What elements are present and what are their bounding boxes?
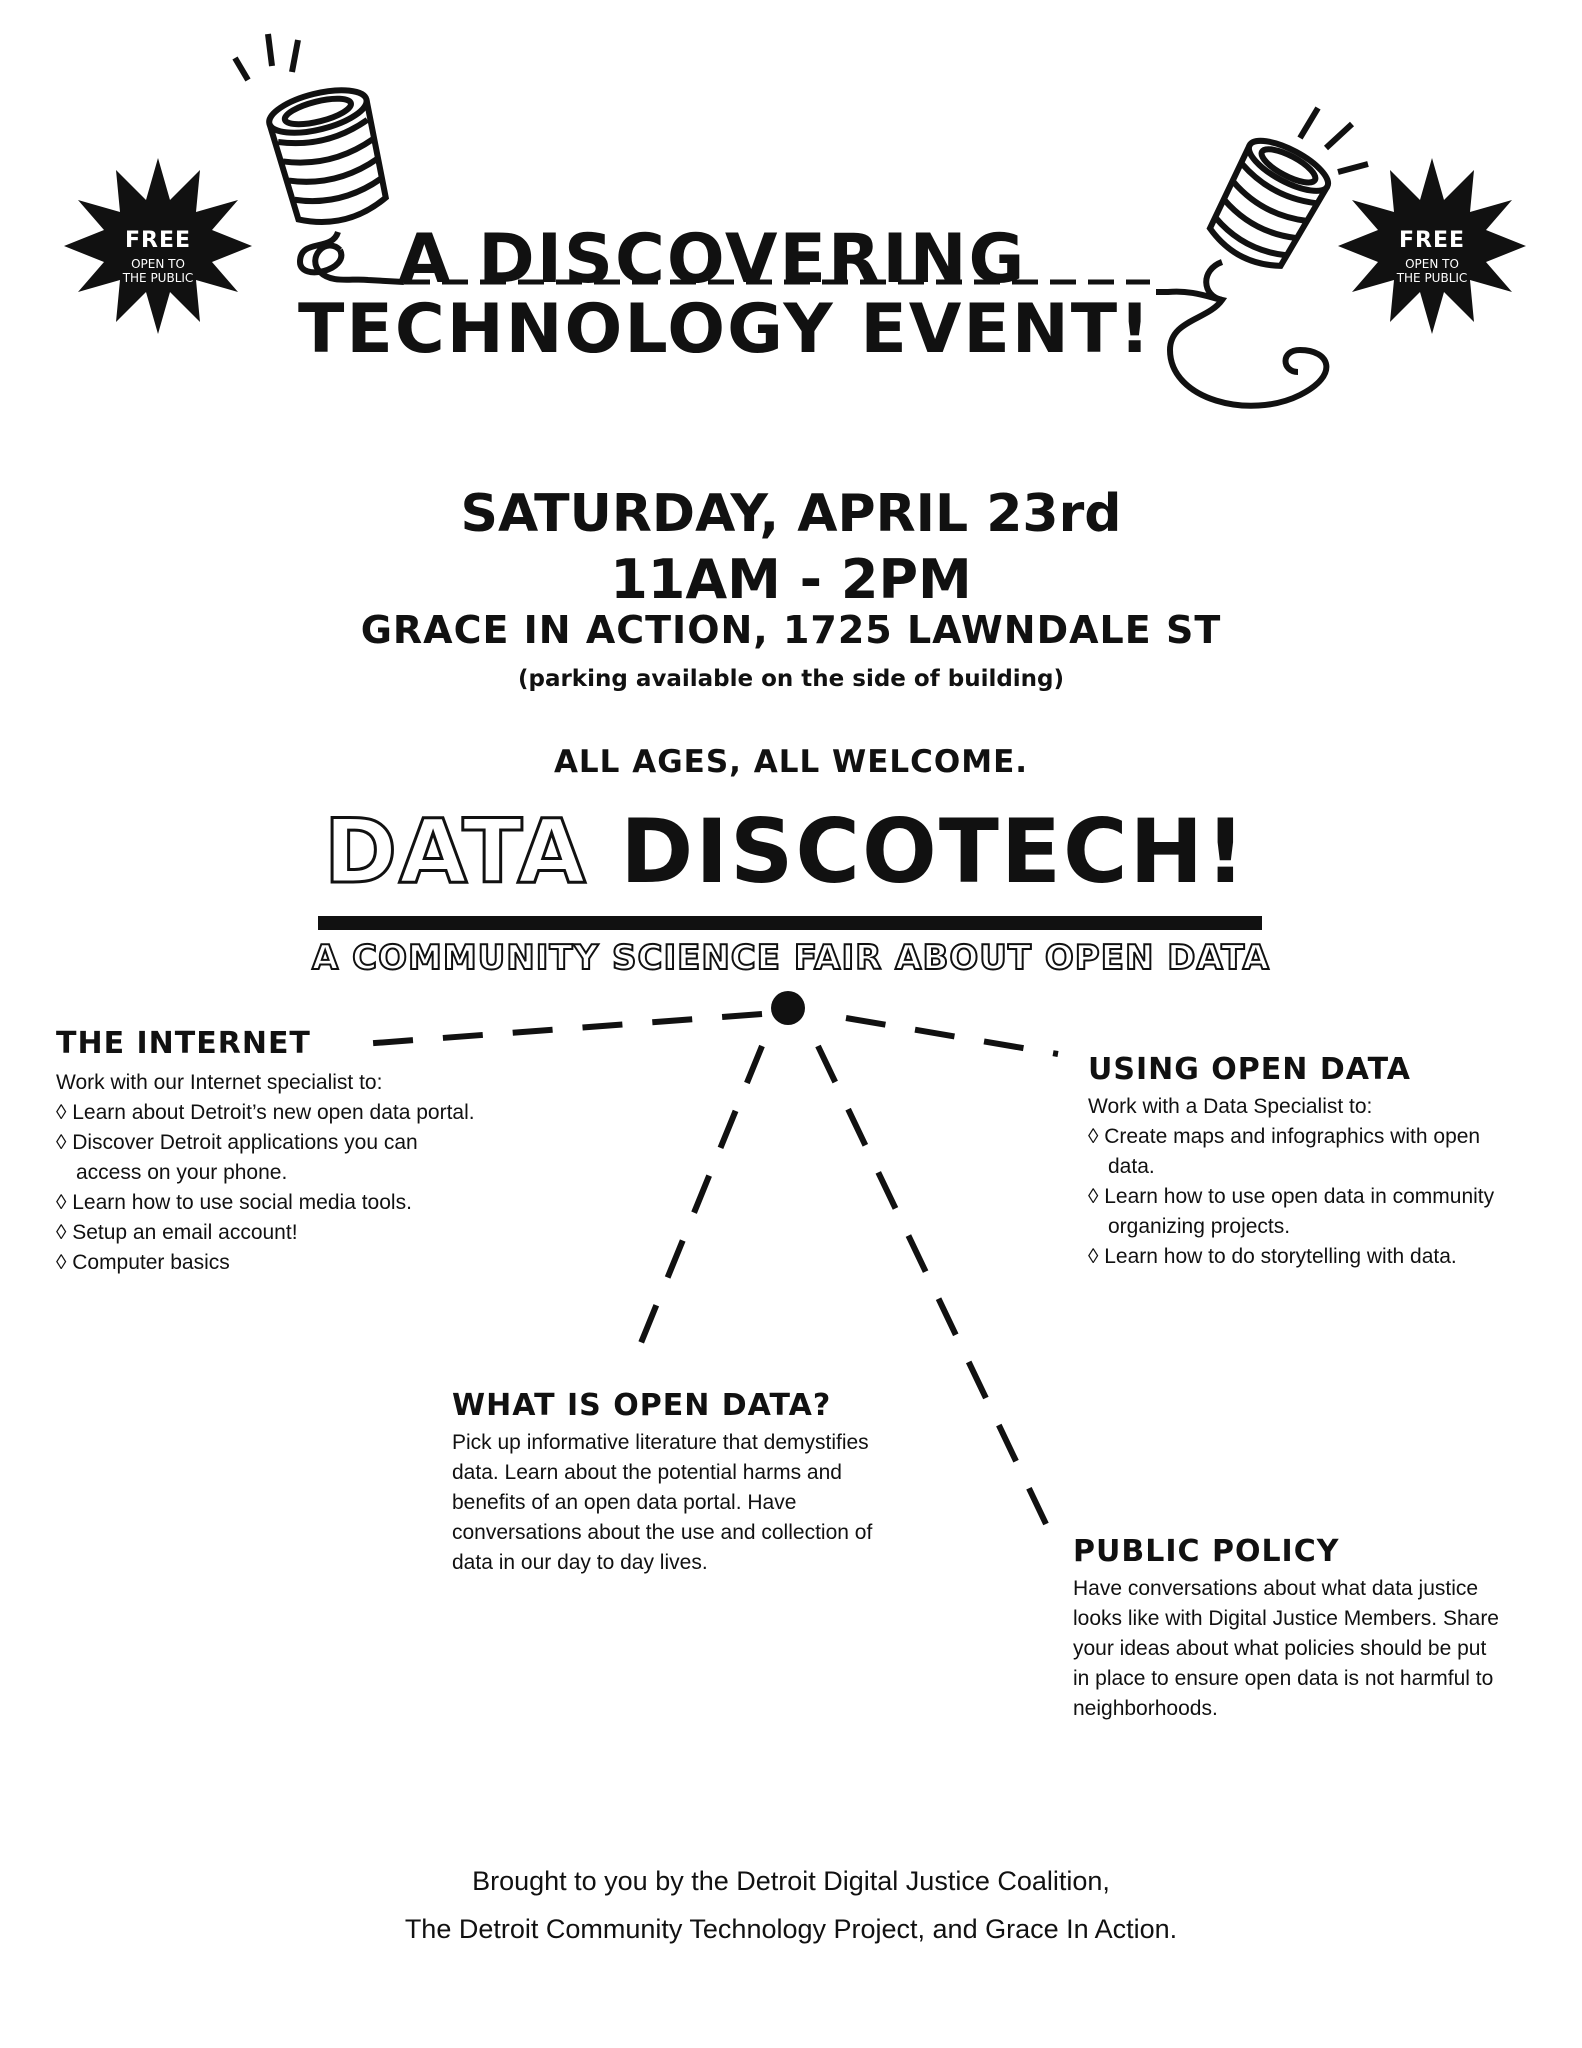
event-title bbox=[324, 800, 1264, 910]
list-item: ◊ Computer basics bbox=[56, 1248, 476, 1278]
free-badge-right bbox=[1347, 228, 1517, 285]
footer-line-1: Brought to you by the Detroit Digital Justice Coalition, bbox=[472, 1866, 1110, 1896]
section-body-public-policy: Have conversations about what data justice looks like with Digital Justice Members. Share your ideas about what policies should be put in place to ensure open data is not harmful to neighborhoods. bbox=[1073, 1577, 1499, 1720]
parking-note: (parking available on the side of building) bbox=[517, 666, 1065, 692]
section-title-public-policy: PUBLIC POLICY bbox=[1073, 1534, 1340, 1569]
header-line-2: TECHNOLOGY EVENT! bbox=[298, 290, 1153, 369]
section-intro: Work with a Data Specialist to: bbox=[1088, 1095, 1373, 1118]
list-item: ◊ Discover Detroit applications you can access on your phone. bbox=[56, 1128, 476, 1188]
event-venue: GRACE IN ACTION, 1725 LAWNDALE ST bbox=[360, 608, 1222, 652]
bullet-list bbox=[1088, 1122, 1508, 1272]
bullet-list bbox=[56, 1098, 476, 1278]
badge-open-label: OPEN TO THE PUBLIC bbox=[1396, 257, 1468, 285]
badge-free-label: FREE bbox=[1398, 228, 1466, 253]
footer-line-2: The Detroit Community Technology Project, and Grace In Action. bbox=[404, 1914, 1178, 1944]
badge-open-label: OPEN TO THE PUBLIC bbox=[122, 257, 194, 285]
list-item: ◊ Learn how to use social media tools. bbox=[56, 1188, 476, 1218]
tin-can-right-icon bbox=[1156, 108, 1368, 406]
event-date: SATURDAY, APRIL 23rd bbox=[460, 484, 1122, 544]
list-item: ◊ Learn how to use open data in community organizing projects. bbox=[1088, 1182, 1508, 1242]
section-title-what-is-open-data: WHAT IS OPEN DATA? bbox=[452, 1388, 832, 1423]
title-rule bbox=[318, 916, 1262, 930]
list-item: ◊ Create maps and infographics with open data. bbox=[1088, 1122, 1508, 1182]
section-body-internet bbox=[56, 1068, 476, 1278]
hub-dot-icon bbox=[771, 991, 805, 1025]
section-title-internet: THE INTERNET bbox=[56, 1026, 311, 1061]
badge-free-label: FREE bbox=[124, 228, 192, 253]
list-item: ◊ Setup an email account! bbox=[56, 1218, 476, 1248]
section-intro: Work with our Internet specialist to: bbox=[56, 1071, 383, 1094]
event-time: 11AM - 2PM bbox=[610, 548, 972, 611]
event-subtitle: A COMMUNITY SCIENCE FAIR ABOUT OPEN DATA bbox=[312, 938, 1270, 978]
tin-can-left-icon bbox=[235, 34, 404, 282]
section-title-using-open-data: USING OPEN DATA bbox=[1088, 1052, 1411, 1087]
list-item: ◊ Learn about Detroit’s new open data portal. bbox=[56, 1098, 476, 1128]
title-word-discotech: DISCOTECH! bbox=[620, 800, 1248, 903]
list-item: ◊ Learn how to do storytelling with data. bbox=[1088, 1242, 1508, 1272]
header-line-1: A DISCOVERING bbox=[398, 220, 1027, 299]
welcome-line: ALL AGES, ALL WELCOME. bbox=[553, 744, 1029, 780]
section-body-using-open-data bbox=[1088, 1092, 1508, 1272]
title-word-data: DATA bbox=[324, 800, 588, 903]
free-badge-left bbox=[73, 228, 243, 285]
section-body-what-is-open-data: Pick up informative literature that demystifies data. Learn about the potential harms and benefits of an open data portal. Have conversations about the use and collection of data in our day to day lives. bbox=[452, 1431, 873, 1574]
